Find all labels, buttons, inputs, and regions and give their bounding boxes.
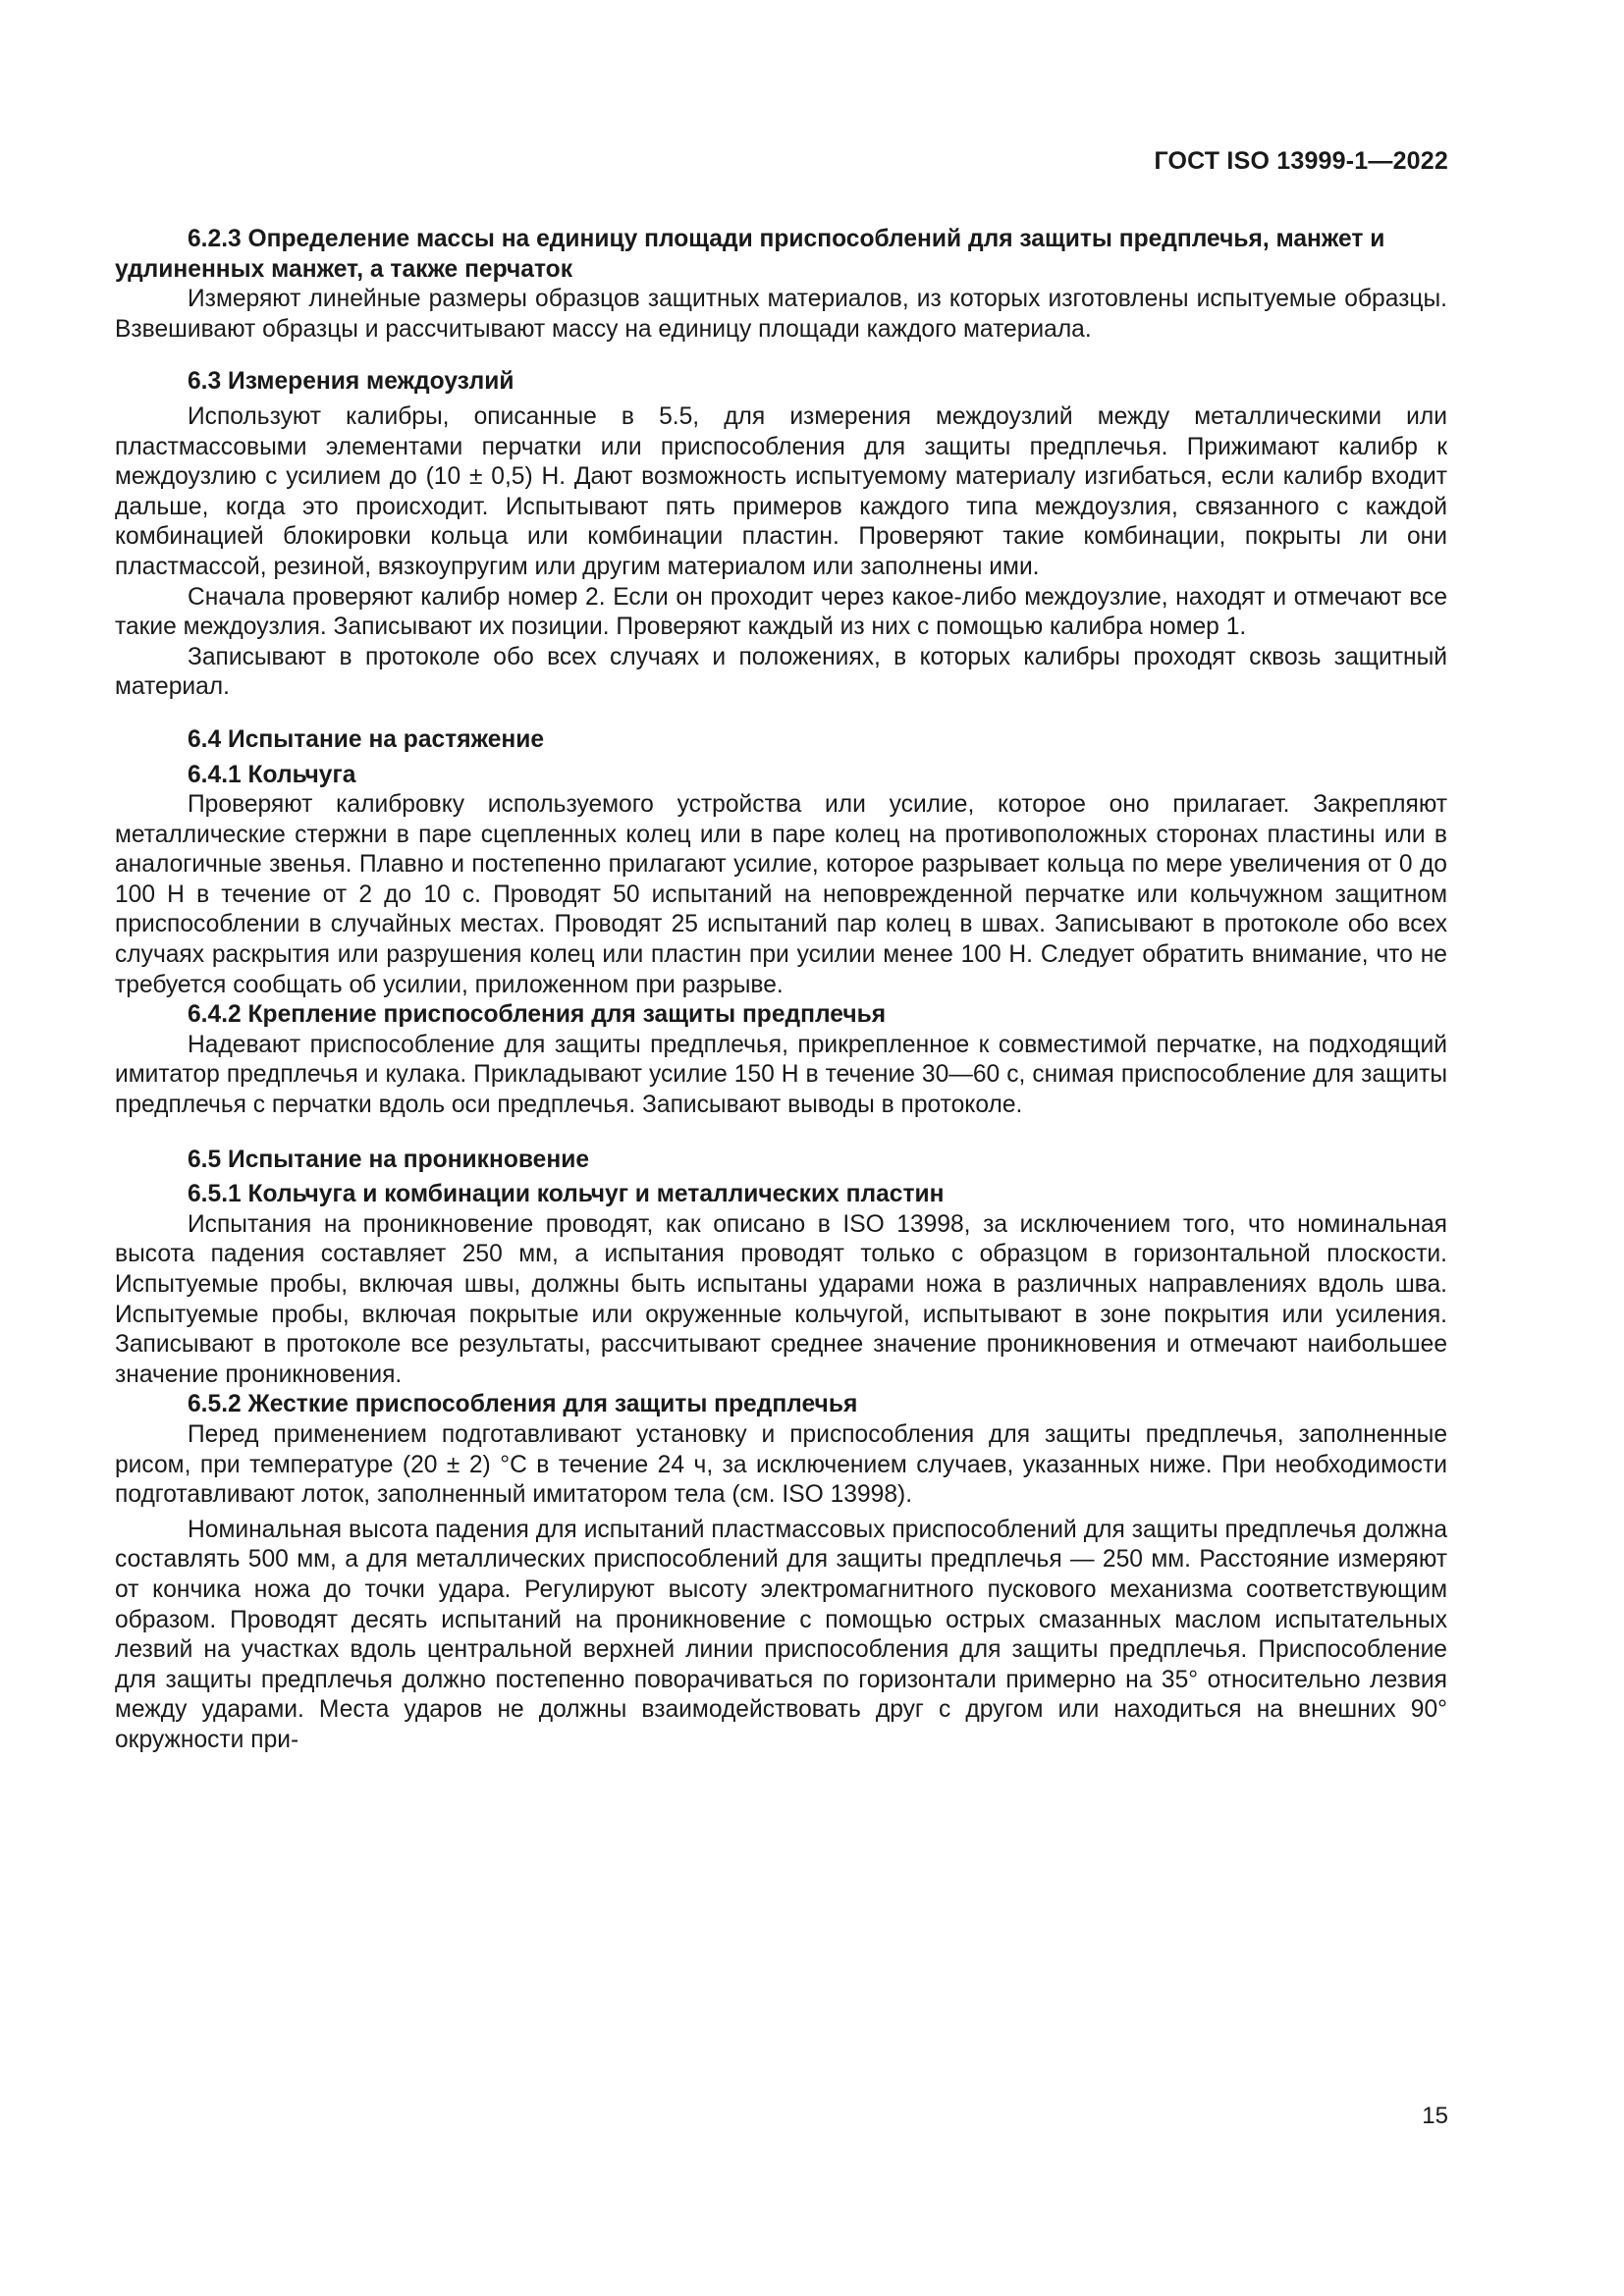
section-heading-6-4: 6.4 Испытание на растяжение xyxy=(188,725,545,753)
section-heading-6-3: 6.3 Измерения междоузлий xyxy=(188,368,514,396)
paragraph: Записывают в протоколе обо всех случаях и положениях, в которых калибры проходят сквозь защитный материал. xyxy=(115,643,1447,701)
paragraph: Сначала проверяют калибр номер 2. Если он проходит через какое-либо междоузлие, находят и отмечают все такие междоузлия. Записывают их позиции. Проверяют каждый из них с помощью калибра номер 1. xyxy=(115,583,1447,641)
page-number: 15 xyxy=(1422,2103,1448,2129)
section-heading-6-5: 6.5 Испытание на проникновение xyxy=(188,1146,589,1173)
section-heading-6-5-2: 6.5.2 Жесткие приспособления для защиты предплечья xyxy=(188,1391,858,1418)
paragraph: Проверяют калибровку используемого устройства или усилие, которое оно прилагает. Закрепляют металлические стержни в паре сцепленных колец или в паре колец на противоположных сторонах пластины или в аналогичные звенья. Плавно и постепенно прилагают усилие, которое разрывает кольца по мере увеличения от 0 до 100 Н в течение от 2 до 10 с. Проводят 50 испытаний на неповрежденной перчатке или кольчужном защитном приспособлении в случайных местах. Проводят 25 испытаний пар колец в швах. Записывают в протоколе обо всех случаях раскрытия или разрушения колец или пластин при усилии менее 100 Н. Следует обратить внимание, что не требуется сообщать об усилии, приложенном при разрыве. xyxy=(115,791,1447,998)
section-heading-6-4-2: 6.4.2 Крепление приспособления для защиты предплечья xyxy=(188,1001,887,1029)
paragraph: Измеряют линейные размеры образцов защитных материалов, из которых изготовлены испытуемые образцы. Взвешивают образцы и рассчитывают массу на единицу площади каждого материала. xyxy=(115,286,1447,343)
document-body xyxy=(115,225,1447,1756)
section-heading-6-5-1: 6.5.1 Кольчуга и комбинации кольчуг и металлических пластин xyxy=(188,1181,945,1208)
paragraph: Используют калибры, описанные в 5.5, для измерения междоузлий между металлическими или пластмассовыми элементами перчатки или приспособления для защиты предплечья. Прижимают калибр к междоузлию с усилием до (10 ± 0,5) Н. Дают возможность испытуемому материалу изгибаться, если калибр входит дальше, когда это происходит. Испытывают пять примеров каждого типа междоузлия, связанного с каждой комбинацией блокировки кольца или комбинации пластин. Проверяют такие комбинации, покрыты ли они пластмассой, резиной, вязкоупругим или другим материалом или заполнены ими. xyxy=(115,402,1447,580)
paragraph: Надевают приспособление для защиты предплечья, прикрепленное к совместимой перчатке, на подходящий имитатор предплечья и кулака. Прикладывают усилие 150 Н в течение 30—60 с, снимая приспособление для защиты предплечья с перчатки вдоль оси предплечья. Записывают выводы в протоколе. xyxy=(115,1031,1447,1119)
paragraph: Номинальная высота падения для испытаний пластмассовых приспособлений для защиты предплечья должна составлять 500 мм, а для металлических приспособлений для защиты предплечья — 250 мм. Расстояние измеряют от кончика ножа до точки удара. Регулируют высоту электромагнитного пускового механизма соответствующим образом. Проводят десять испытаний на проникновение с помощью острых смазанных маслом испытательных лезвий на участках вдоль центральной верхней линии приспособления для защиты предплечья. Приспособление для защиты предплечья должно постепенно поворачиваться по горизонтали примерно на 35° относительно лезвия между ударами. Места ударов не должны взаимодействовать друг с другом или находиться на внешних 90° окружности при- xyxy=(115,1516,1447,1753)
section-heading-6-2-3: 6.2.3 Определение массы на единицу площади приспособлений для защиты предплечья, манжет и удлиненных манжет, а также перчаток xyxy=(115,226,1385,283)
section-heading-6-4-1: 6.4.1 Кольчуга xyxy=(188,761,356,788)
paragraph: Испытания на проникновение проводят, как описано в ISO 13998, за исключением того, что номинальная высота падения составляет 250 мм, а испытания проводят только с образцом в горизонтальной плоскости. Испытуемые пробы, включая швы, должны быть испытаны ударами ножа в различных направлениях вдоль шва. Испытуемые пробы, включая покрытые или окруженные кольчугой, испытывают в зоне покрытия или усиления. Записывают в протоколе все результаты, рассчитывают среднее значение проникновения и отмечают наибольшее значение проникновения. xyxy=(115,1210,1447,1388)
paragraph: Перед применением подготавливают установку и приспособления для защиты предплечья, заполненные рисом, при температуре (20 ± 2) °С в течение 24 ч, за исключением случаев, указанных ниже. При необходимости подготавливают лоток, заполненный имитатором тела (см. ISO 13998). xyxy=(115,1420,1447,1509)
document-code-header: ГОСТ ISO 13999-1—2022 xyxy=(1154,147,1448,175)
